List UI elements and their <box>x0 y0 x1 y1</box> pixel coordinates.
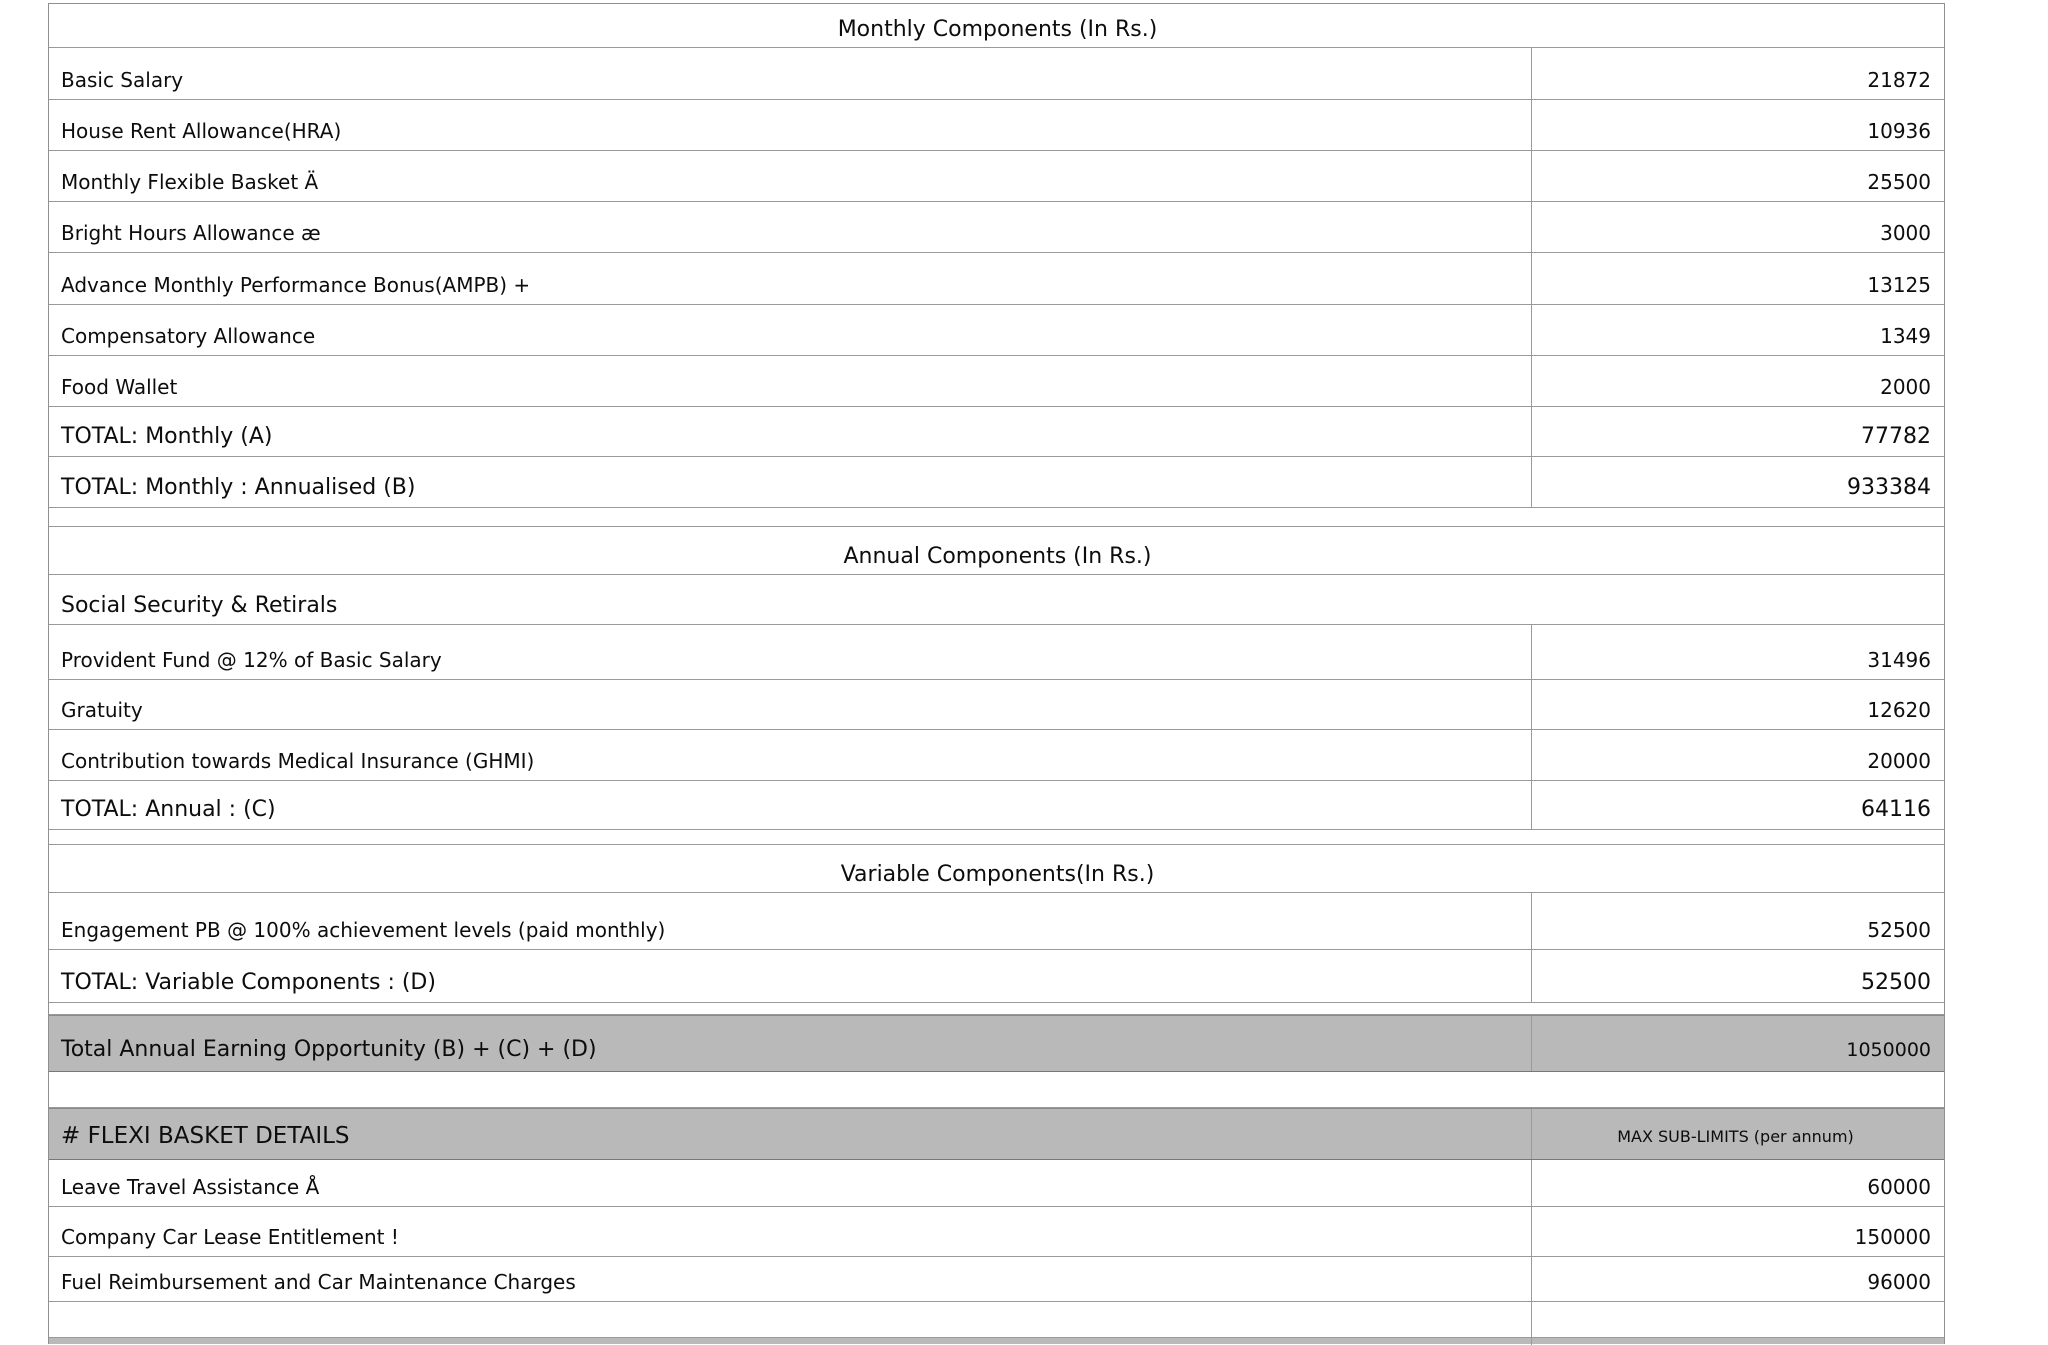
row-label: TOTAL: Monthly (A) <box>49 407 1532 456</box>
table-row <box>49 1160 1944 1207</box>
row-label: Food Wallet <box>49 356 1532 406</box>
row-label: Provident Fund @ 12% of Basic Salary <box>49 625 1532 679</box>
row-label: House Rent Allowance(HRA) <box>49 100 1532 150</box>
row-value: 52500 <box>1861 970 1931 995</box>
row-value: 10936 <box>1867 119 1931 143</box>
row-label: Advance Monthly Performance Bonus(AMPB) + <box>49 253 1532 304</box>
spacer-row <box>49 1003 1944 1015</box>
row-value: 3000 <box>1880 221 1931 245</box>
empty-cell <box>49 1338 1532 1345</box>
row-label: Leave Travel Assistance Å <box>49 1160 1532 1206</box>
row-value: 12620 <box>1867 698 1931 722</box>
row-value: 150000 <box>1854 1225 1931 1249</box>
row-value: 64116 <box>1861 797 1931 822</box>
table-row <box>49 730 1944 781</box>
table-row <box>49 305 1944 356</box>
row-label: TOTAL: Monthly : Annualised (B) <box>49 457 1532 507</box>
table-row <box>49 356 1944 407</box>
table-row <box>49 202 1944 253</box>
row-label: TOTAL: Variable Components : (D) <box>49 950 1532 1002</box>
table-row <box>49 680 1944 730</box>
table-row <box>49 1257 1944 1302</box>
total-row <box>49 407 1944 457</box>
row-value: 52500 <box>1867 918 1931 942</box>
table-row <box>49 151 1944 202</box>
table-row <box>49 893 1944 950</box>
total-row <box>49 781 1944 830</box>
total-row <box>49 457 1944 508</box>
table-row <box>49 1207 1944 1257</box>
row-value: 1050000 <box>1846 1039 1931 1061</box>
section-header-row <box>49 4 1944 48</box>
group-subheader-row <box>49 575 1944 625</box>
spacer-row <box>49 508 1944 527</box>
row-label: Monthly Flexible Basket Ä <box>49 151 1532 201</box>
section-title: Annual Components (In Rs.) <box>843 544 1152 569</box>
row-value: 77782 <box>1861 424 1931 449</box>
table-row <box>49 253 1944 305</box>
row-label: TOTAL: Annual : (C) <box>49 781 1532 829</box>
row-label: Gratuity <box>49 680 1532 729</box>
row-label: Engagement PB @ 100% achievement levels (paid monthly) <box>49 893 1532 949</box>
row-value: 20000 <box>1867 749 1931 773</box>
row-value: 60000 <box>1867 1175 1931 1199</box>
row-label: Bright Hours Allowance æ <box>49 202 1532 252</box>
row-value: 96000 <box>1867 1270 1931 1294</box>
section-title: Variable Components(In Rs.) <box>840 862 1155 887</box>
row-value: 13125 <box>1867 273 1931 297</box>
total-row <box>49 950 1944 1003</box>
table-row <box>49 48 1944 100</box>
empty-cell <box>1532 1302 1944 1337</box>
row-label: Company Car Lease Entitlement ! <box>49 1207 1532 1256</box>
flexi-basket-header-label: # FLEXI BASKET DETAILS <box>49 1109 1532 1159</box>
spacer-row <box>49 830 1944 845</box>
row-value: 933384 <box>1847 475 1931 500</box>
section-title: Monthly Components (In Rs.) <box>837 17 1158 42</box>
row-value: 31496 <box>1867 648 1931 672</box>
flexi-basket-header-row <box>49 1108 1944 1160</box>
empty-cell <box>1532 1338 1944 1345</box>
row-label: Compensatory Allowance <box>49 305 1532 355</box>
row-label: Total Annual Earning Opportunity (B) + (C) + (D) <box>49 1016 1532 1071</box>
table-row <box>49 100 1944 151</box>
spacer-row <box>49 1302 1944 1338</box>
row-value: 2000 <box>1880 375 1931 399</box>
section-header-row <box>49 845 1944 893</box>
section-header-row <box>49 527 1944 575</box>
group-subheader-label: Social Security & Retirals <box>61 593 338 618</box>
salary-structure-table <box>48 3 1945 1344</box>
row-label: Fuel Reimbursement and Car Maintenance Charges <box>49 1257 1532 1301</box>
row-label: Basic Salary <box>49 48 1532 99</box>
max-sub-limits-header: MAX SUB-LIMITS (per annum) <box>1617 1127 1854 1146</box>
empty-cell <box>49 1302 1532 1337</box>
grand-total-row <box>49 1015 1944 1072</box>
table-row <box>49 625 1944 680</box>
bottom-strip-row <box>49 1338 1944 1344</box>
row-value: 1349 <box>1880 324 1931 348</box>
row-label: Contribution towards Medical Insurance (GHMI) <box>49 730 1532 780</box>
spacer-row <box>49 1072 1944 1108</box>
row-value: 21872 <box>1867 68 1931 92</box>
row-value: 25500 <box>1867 170 1931 194</box>
